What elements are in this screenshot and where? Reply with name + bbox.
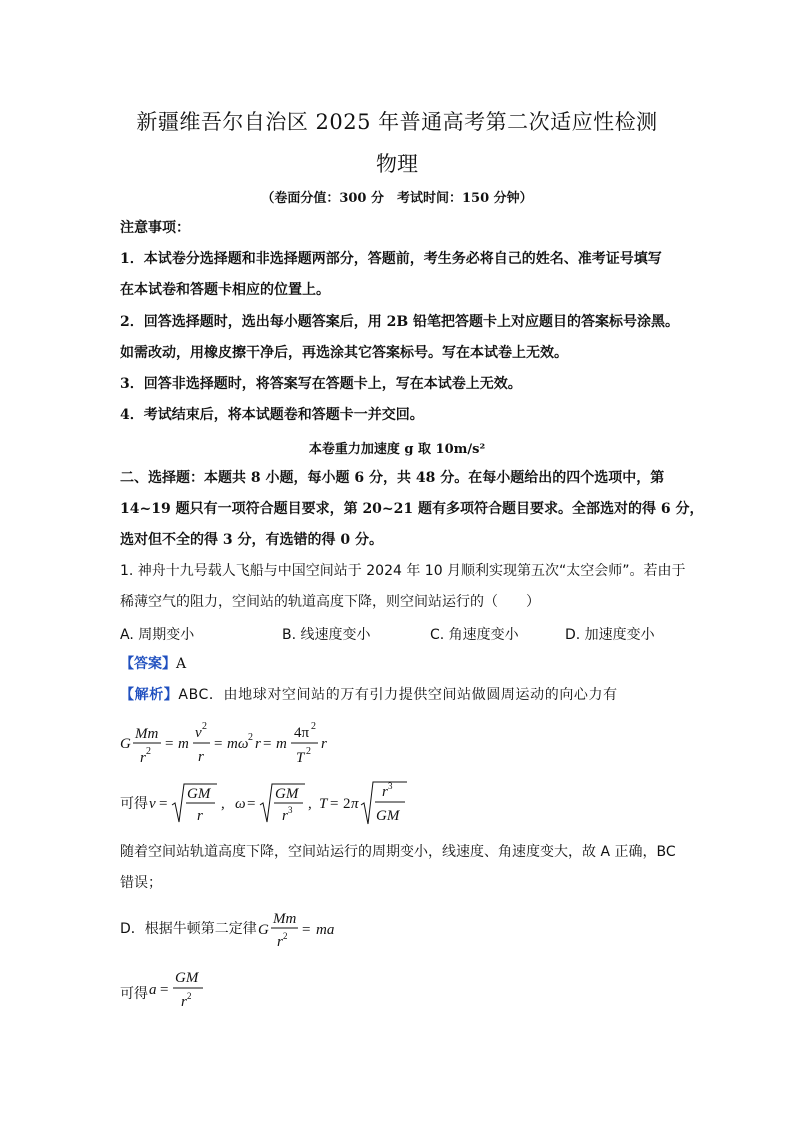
svg-text:π: π [351,796,359,812]
analysis-line [120,686,618,704]
note-line-6: 4．考试结束后，将本试题卷和答题卡一并交回。 [120,407,424,423]
svg-text:GM: GM [175,970,199,986]
analysis-label: 【解析】 [120,687,179,703]
note-line-1: 1．本试卷分选择题和非选择题两部分，答题前，考生务必将自己的姓名、准考证号填写 [120,251,662,267]
notes-heading: 注意事项： [120,220,190,236]
d-prefix: D．根据牛顿第二定律 [120,921,257,937]
svg-text:G: G [258,922,269,938]
section-line-1: 二、选择题：本题共 8 小题，每小题 6 分，共 48 分。在每小题给出的四个选项中，第 [120,470,665,486]
svg-text:G: G [120,736,131,752]
svg-text:a: a [149,982,157,998]
answer-line [120,655,186,673]
svg-text:,: , [221,796,225,812]
svg-text:GM: GM [187,786,211,802]
svg-text:2: 2 [311,721,316,732]
option-a: A. 周期变小 [120,627,195,643]
svg-text:2: 2 [283,931,288,941]
option-c: C. 角速度变小 [430,627,519,643]
section-line-2: 14~19 题只有一项符合题目要求，第 20~21 题有多项符合题目要求。全部选对的得 6 分， [120,501,704,517]
svg-text:4π: 4π [294,725,310,741]
conclusion-line-1: 随着空间站轨道高度下降，空间站运行的周期变小，线速度、角速度变大，故 A 正确，BC [120,844,676,860]
svg-text:2: 2 [202,721,207,732]
subject-title: 物理 [376,152,418,176]
derive-prefix: 可得 [120,796,148,812]
svg-text:m: m [178,736,189,752]
final-prefix: 可得 [120,986,148,1002]
svg-text:=: = [247,796,256,812]
analysis-intro: ABC．由地球对空间站的万有引力提供空间站做圆周运动的向心力有 [178,687,618,703]
answer-value: A [176,656,187,672]
svg-text:ma: ma [316,922,335,938]
gravity-note: 本卷重力加速度 g 取 10m/s² [308,442,486,457]
svg-text:Mm: Mm [135,726,159,742]
exam-info: （卷面分值：300 分 考试时间：150 分钟） [261,191,533,206]
svg-text:=: = [159,796,168,812]
equation-acceleration [147,966,207,1012]
answer-label: 【答案】 [120,656,176,672]
svg-text:T: T [319,796,328,812]
svg-text:2: 2 [146,746,151,757]
svg-text:GM: GM [376,808,400,824]
svg-text:r: r [255,736,261,752]
note-line-2: 在本试卷和答题卡相应的位置上。 [120,282,330,298]
svg-text:r: r [198,749,204,765]
svg-text:ω: ω [235,796,246,812]
svg-text:,: , [308,796,312,812]
section-line-3: 选对但不全的得 3 分，有选错的得 0 分。 [120,532,383,548]
note-line-4: 如需改动，用橡皮擦干净后，再选涂其它答案标号。写在本试卷上无效。 [120,345,568,361]
equation-velocity-period [147,778,417,830]
svg-text:r: r [282,808,288,824]
svg-text:r: r [181,994,187,1010]
svg-text:2: 2 [187,991,192,1001]
svg-text:r: r [277,934,283,950]
equation-newton [256,906,346,952]
svg-text:=: = [302,922,311,938]
svg-text:2: 2 [306,746,311,757]
svg-text:m: m [276,736,287,752]
option-d: D. 加速度变小 [565,627,655,643]
svg-text:r: r [382,784,388,800]
svg-text:Mm: Mm [273,911,297,927]
svg-text:r: r [197,808,203,824]
svg-text:3: 3 [288,805,293,815]
svg-text:v: v [195,725,202,741]
equation-centripetal [118,716,348,772]
question-line-1: 1. 神舟十九号载人飞船与中国空间站于 2024 年 10 月顺利实现第五次“太空会师”。若由于 [120,563,686,579]
svg-text:=: = [165,736,174,752]
svg-text:=: = [330,796,339,812]
note-line-3: 2．回答选择题时，选出每小题答案后，用 2B 铅笔把答题卡上对应题目的答案标号涂黑。 [120,314,680,330]
svg-text:=: = [160,982,169,998]
exam-title: 新疆维吾尔自治区 2025 年普通高考第二次适应性检测 [136,110,658,134]
question-line-2: 稀薄空气的阻力，空间站的轨道高度下降，则空间站运行的（ ） [120,594,540,610]
svg-text:r: r [321,736,327,752]
svg-text:2: 2 [343,796,351,812]
svg-text:v: v [149,796,156,812]
svg-text:=: = [214,736,223,752]
svg-text:GM: GM [275,786,299,802]
svg-text:T: T [296,750,305,766]
svg-text:2: 2 [248,732,253,743]
conclusion-line-2: 错误； [120,875,162,891]
option-b: B. 线速度变小 [282,627,371,643]
svg-text:mω: mω [227,736,249,752]
svg-text:=: = [263,736,272,752]
note-line-5: 3．回答非选择题时，将答案写在答题卡上，写在本试卷上无效。 [120,376,522,392]
svg-text:3: 3 [388,781,393,791]
svg-text:r: r [140,750,146,766]
